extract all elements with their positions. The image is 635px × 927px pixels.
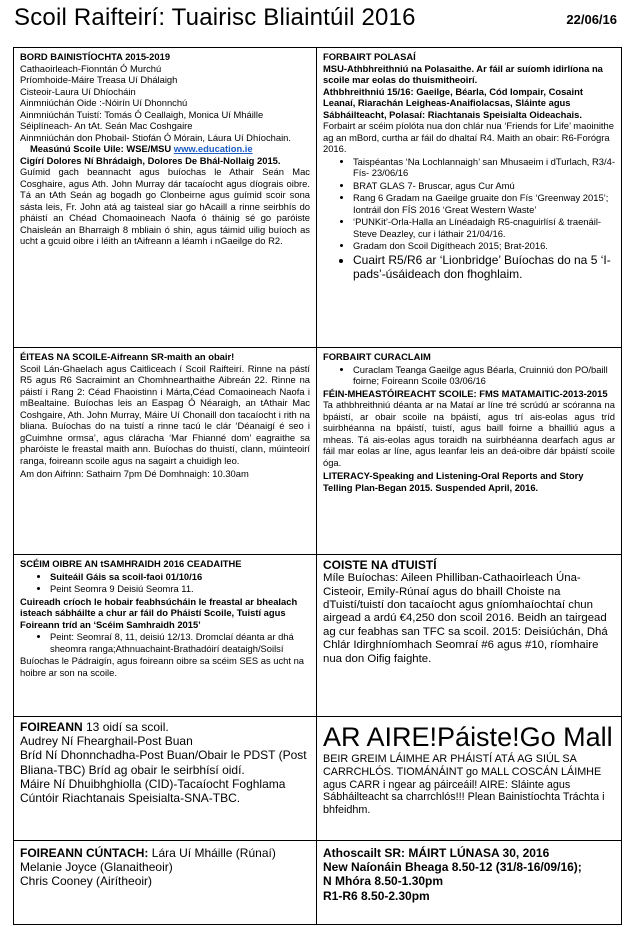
staff-member: Cúntóir Riachtanais Speisialta-SNA-TBC. — [20, 791, 241, 806]
list-item: • Peint: Seomraí 8, 11, deisiú 12/13. Dromclaí déanta ar dhá sheomra ranga;Athnuachaint-Brathadóirí deataigh/Soilsí — [50, 631, 310, 654]
summer-works-section — [14, 555, 317, 717]
report-grid — [13, 47, 622, 925]
policy-heading: FORBAIRT POLASAÍ — [323, 51, 416, 62]
staff-heading-line — [20, 720, 310, 734]
summer-works-list-2 — [20, 631, 310, 654]
parents-committee-section — [317, 555, 621, 717]
parents-committee-body: Míle Buíochas: Aileen Philliban-Cathaoirleach Úna- Cisteoir, Emily-Rúnaí agus do bhaill Choiste na dTuistí/tuistí don tacaíocht agus gníomhaíochtaí chun airgead a ardú €4,250 don scoil 2016. Beidh an tairgead ag cur feabhas san TFC sa scoil. 2015: Deisiúchán, Dhá Chlár Idirghníomhach Seomraí #6 agus #10, ríomhaire nua don Oifig faighte. — [323, 572, 608, 665]
staff-member: Audrey Ní Fhearghail-Post Buan — [20, 734, 193, 749]
staff-section — [14, 717, 317, 841]
board-member: Ainmniúchán Oide :-Nóirín Uí Dhonnchú — [20, 97, 188, 108]
staff-member: Máire Ní Dhuibhghiolla (CID)-Tacaíocht Foghlama — [20, 776, 286, 791]
report-date: 22/06/16 — [566, 12, 617, 27]
parents-committee-heading: COISTE NA dTUISTÍ — [323, 558, 437, 572]
list-item: • ‘PUNKit’-Orla-Halla an Línéadaigh R5-cnaguirlísí & traenáil- Steve Deazley, cur i láthair 21/04/16. — [353, 216, 615, 239]
list-item: • Cuairt R5/R6 ar ‘Lionbridge’ Buíochas do na 5 ‘I-pads’-úsáideach don fhoghlaim. — [353, 253, 615, 281]
curriculum-list — [323, 364, 615, 387]
reopening-time: New Naíonáin Bheaga 8.50-12 (31/8-16/09/16); — [323, 860, 582, 875]
board-member: Ainmniúchán Tuistí: Tomás Ó Ceallaigh, Monica Uí Mháille — [20, 108, 264, 120]
wse-line — [20, 143, 310, 155]
policy-section — [317, 48, 621, 348]
board-section — [14, 48, 317, 348]
reopening-time: N Mhóra 8.50-1.30pm — [323, 874, 444, 889]
fms-heading: FÉIN-MHEASTÓIREACHT SCOILE: FMS MATAMAITIC-2013-2015 — [323, 387, 608, 399]
reopening-time: R1-R6 8.50-2.30pm — [323, 888, 430, 903]
staff-count: 13 oidí sa scoil. — [82, 720, 169, 734]
summer-works-thanks: Buíochas le Pádraigín, agus foireann oibre sa scéim SES as ucht na hoibre ar son na scoile. — [20, 655, 305, 678]
inspectors: Cigírí Dolores Ní Bhrádaigh, Dolores De Bhál-Nollaig 2015. — [20, 154, 281, 166]
support-staff-section — [14, 841, 317, 924]
board-member: Cisteoir-Laura Uí Dhíocháin — [20, 85, 136, 97]
education-link[interactable]: www.education.ie — [173, 143, 253, 154]
curriculum-heading: FORBAIRT CURACLAIM — [323, 351, 431, 362]
summer-works-list — [20, 571, 310, 595]
safety-body: BEIR GREIM LÁIMHE AR PHÁISTÍ ATÁ AG SIÚL SA CARRCHLÓS. TIOMÁNÁINT go MALL COSCÁN LÁIMHE agus CARR i ngear ag páirceáil! AIRE: Sláinte agus Sábháilteacht sa charrchlós!!! Plean Bainistíochta Tráchta i bhfeidhm. — [323, 753, 605, 817]
list-item: • Taispéantas ‘Na Lochlannaigh’ san Mhusaeim i dTurlach, R3/4-Fís- 23/06/16 — [353, 156, 615, 179]
page-header — [0, 0, 635, 44]
wse-label: Measúnú Scoile Uile: WSE/MSU — [30, 143, 172, 154]
page-title: Scoil Raifteirí: Tuairisc Bliaintúil 2016 — [14, 4, 416, 31]
board-member: Ainmniúchán don Phobail- Stiofán Ó Mórain, Láura Uí Dhíochain. — [20, 131, 291, 143]
staff-member: Bríd Ní Dhonnchadha-Post Buan/Obair le PDST (Post Bliana-TBC) Bríd ag obair le seirbhísí oidí. — [20, 748, 307, 777]
support-staff-heading: FOIREANN CÚNTACH: — [20, 846, 149, 860]
list-item: • Gradam don Scoil Digítheach 2015; Brat-2016. — [353, 240, 615, 252]
fms-body: Ta athbhreithniú déanta ar na Mataí ar líne tré scrúdú ar scóranna na bpáistí, ar obair scoile na bpáistí, agus trí ais-eolas agus tríd suirbhéanna na bpáistí, tuistí, agus baill foirne a bhailliú agus a mheas. Tá ais-eolas agus toraidh na suirbhéanna dearfach agus ar fáil mar eolas ar líne, agus leanfar leis an deá-oibre dár bpáistí scoile óga. — [323, 399, 615, 468]
ethos-body: Scoil Lán-Ghaelach agus Caitliceach í Scoil Raifteirí. Rinne na pástí R5 agus R6 Sacraimint an Chomhnearthaithe Aibreán 22. Rinne na páistí i Rang 2: Céad Fhaoistinn i Márta,Céad Comaoineach Naofa i mBealtaine. Buíochas leis an Easpag Ó Néaraigh, an tAthair Mac Coshgaire, Ath. John Murray, Máire Uí Chonaill don tacaíocht i rith na bliana. Buíochas do na tuistí a rinne tacú le clár ‘Déanaigí é seo i gCuimhne ormsa’, agus cláracha ‘Mar Fhianné dom’ eagraithe sa pharóiste le freastal maith ann. Buíochas do thuistí, clann, múinteoirí ranga, foireann scoile agus na sagairt a chuidigh leo. — [20, 362, 310, 466]
policy-msu: MSU-Athbhreithniú na Polasaithe. Ar fáil ar suíomh idirlíona na scoile mar eolas do thuismitheoirí. — [323, 62, 603, 85]
support-staff-member: Melanie Joyce (Glanaitheoir) — [20, 860, 173, 875]
support-staff-member: Chris Cooney (Airítheoir) — [20, 874, 153, 889]
summer-works-heading: SCÉIM OIBRE AN tSAMHRAIDH 2016 CEADAITHE — [20, 558, 242, 569]
list-item: • BRAT GLAS 7- Bruscar, agus Cur Amú — [353, 180, 615, 192]
summer-works-para: Cuireadh críoch le hobair feabhsúcháin le freastal ar bhealach isteach sábháilte a chur ar fáil do Pháistí Scoile, Tuistí agus Foireann tríd an ‘Scéim Samhraidh 2015’ — [20, 595, 298, 630]
staff-heading: FOIREANN — [20, 720, 83, 734]
list-item: • Peint Seomra 9 Deisiú Seomra 11. — [50, 583, 310, 595]
safety-section — [317, 717, 621, 841]
support-staff-secretary: Lára Uí Mháille (Rúnaí) — [148, 846, 276, 860]
ethos-heading: ÉITEAS NA SCOILE-Aifreann SR-maith an obair! — [20, 351, 235, 362]
mass-times: Am don Aifrinn: Sathairn 7pm Dé Domhnaigh: 10.30am — [20, 468, 249, 479]
list-item: • Suiteáil Gáis sa scoil-faoi 01/10/16 — [50, 571, 310, 583]
reopening-section — [317, 841, 621, 924]
curriculum-section — [317, 348, 621, 555]
reopening-heading: Athoscailt SR: MÁIRT LÚNASA 30, 2016 — [323, 846, 550, 860]
ethos-section — [14, 348, 317, 555]
safety-title: AR AIRE!Páiste!Go Mall — [323, 722, 613, 752]
policy-review: Athbhreithniú 15/16: Gaeilge, Béarla, Cód Iompair, Cosaint Leanaí, Riarachán Leigheas-Anaifiolacsas, Sláinte agus Sábháilteacht, Polasaí: Riachtanais Speisialta Oideachais. — [323, 85, 583, 120]
policy-list — [323, 156, 615, 281]
list-item: • Curaclam Teanga Gaeilge agus Béarla, Cruinniú don PO/baill foirne; Foireann Scoile 03/06/16 — [353, 364, 615, 387]
board-member: Séiplíneach- An tAt. Seán Mac Coshgaire — [20, 120, 193, 131]
literacy-note: LITERACY-Speaking and Listening-Oral Reports and Story Telling Plan-Began 2015. Suspended April, 2016. — [323, 470, 584, 493]
board-member: Cathaoirleach-Fionntán Ó Murchú — [20, 62, 162, 74]
policy-development: Forbairt ar scéim píolóta nua don chlár nua ‘Friends for Life’ maoinithe ag an mBord, curtha ar fáil do dhaltaí R4. Maith an obair: R6-Forógra 2016. — [323, 120, 614, 154]
support-staff-heading-line — [20, 846, 310, 860]
board-heading: BORD BAINISTÍOCHTA 2015-2019 — [20, 51, 171, 62]
list-item: • Rang 6 Gradam na Gaeilge gruaite don Fís ‘Greenway 2015’; Iontráil don FÍS 2016 ‘Great Western Waste’ — [353, 192, 615, 215]
board-member: Príomhoide-Máire Treasa Uí Dhálaigh — [20, 74, 178, 85]
board-thanks: Guímid gach beannacht agus buíochas le Athair Seán Mac Cosghaire, agus Ath. John Murray dár tacaíocht agus díograis oibre. Tá an tAth Seán ag bogadh go Clonbeirne agus guímid scoir sona sásta leis, Fr. John atá ag taisteal siar go hAcaill a rinne seirbhís do pháistí an Chéad Chomaoineach Naofa ó tháinig sé go paróiste Chaisleán an Bharraigh 8 mbliain ó shin, agus táimid uilig buíoch as ucht a gcuid oibre i léith an tAifreann a léamh i nGaeilge do R2. — [20, 166, 310, 246]
